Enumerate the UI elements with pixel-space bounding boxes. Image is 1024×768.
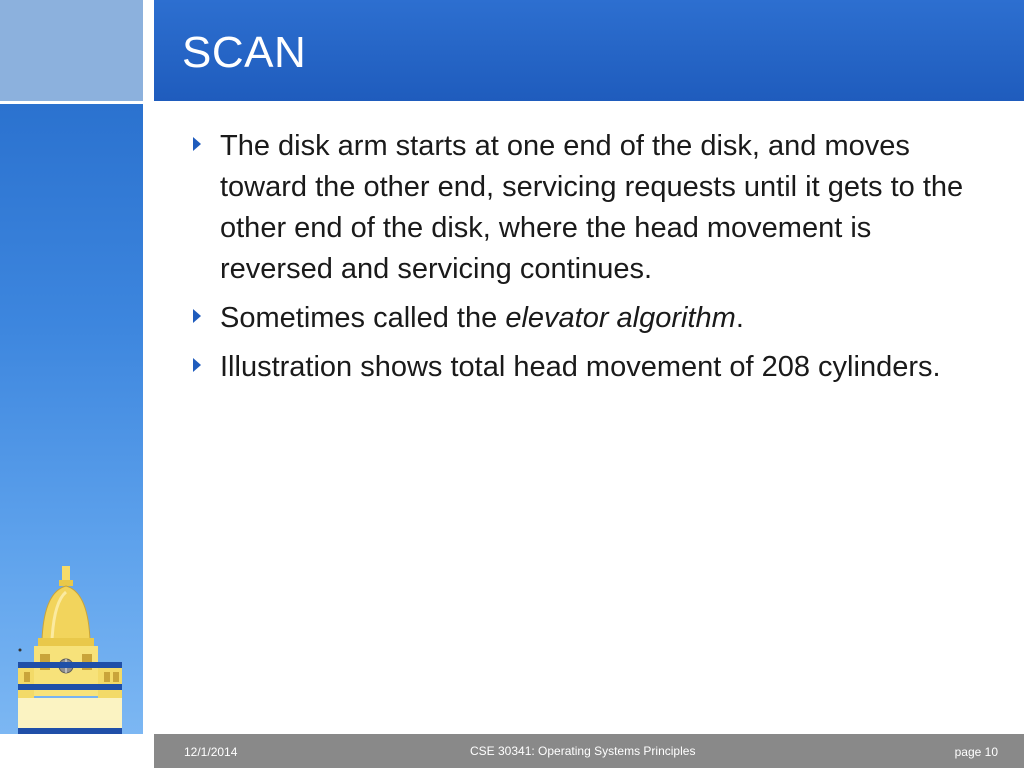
footer-page-number: page 10	[954, 745, 998, 759]
bullet-item	[192, 298, 992, 339]
slide-title: SCAN	[182, 28, 307, 77]
bullet-text: The disk arm starts at one end of the disk, and moves toward the other end, servicing requests until it gets to the other end of the disk, where the head movement is reversed and servicing continues.	[220, 130, 964, 285]
footer-course: CSE 30341: Operating Systems Principles	[470, 744, 696, 758]
footer-spacer	[0, 734, 154, 768]
triangle-right-icon	[192, 347, 220, 378]
divider-line	[143, 0, 146, 734]
triangle-right-icon	[192, 298, 220, 329]
slide-content	[192, 126, 992, 396]
title-bar	[154, 0, 1024, 101]
title-underline	[154, 101, 1024, 104]
corner-block	[0, 0, 143, 101]
divider-line	[150, 0, 153, 734]
bullet-item	[192, 126, 992, 290]
bullet-text: Sometimes called the elevator algorithm.	[220, 302, 744, 334]
divider-line	[0, 101, 154, 104]
golden-dome-logo	[14, 562, 126, 752]
emphasis-text: elevator algorithm	[505, 302, 736, 334]
bullet-item	[192, 347, 992, 388]
triangle-right-icon	[192, 126, 220, 157]
footer-bar	[154, 734, 1024, 768]
bullet-text: Illustration shows total head movement of 208 cylinders.	[220, 351, 941, 383]
footer-date: 12/1/2014	[184, 745, 238, 759]
